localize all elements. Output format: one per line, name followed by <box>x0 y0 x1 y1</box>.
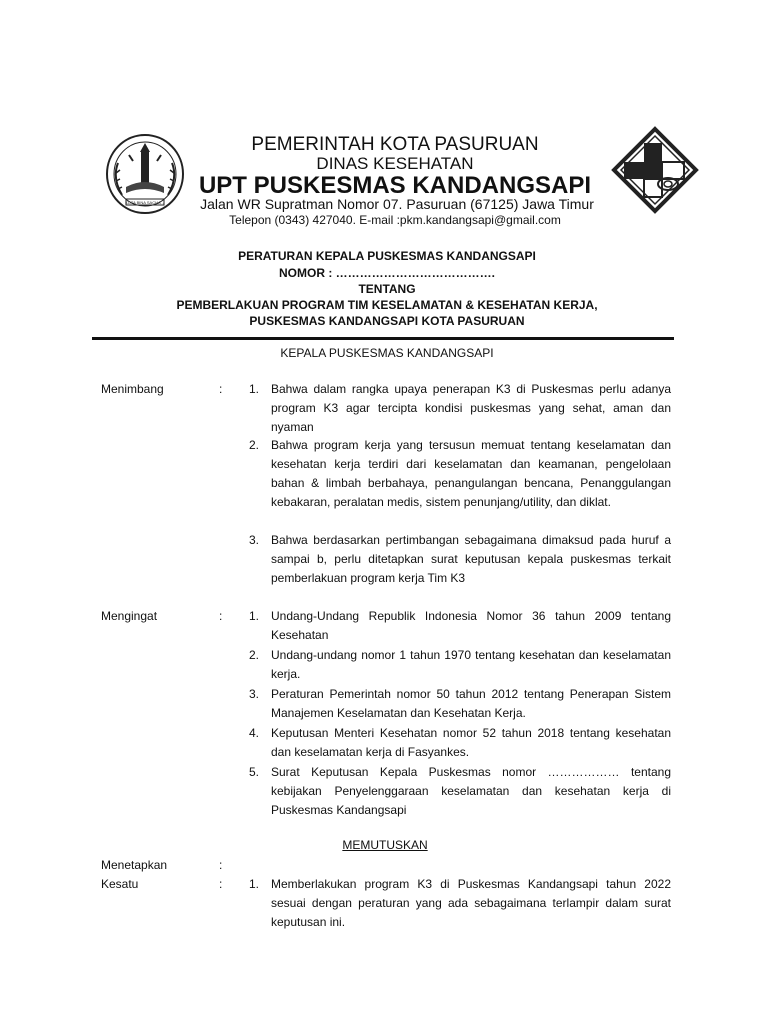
menimbang-item-text: Bahwa program kerja yang tersusun memuat tentang keselamatan dan kesehatan kerja terdiri dari keselamatan dan keamanan, pengelolaan bahan & limbah berbahaya, penangulangan bencana, Penanggulangan kebakaran, peralatan medis, sistem penunjang/utility, dan diklat. <box>271 438 671 509</box>
mengingat-item-number: 2. <box>249 648 260 662</box>
mengingat-item-number: 4. <box>249 726 260 740</box>
menimbang-item-number: 2. <box>249 438 260 452</box>
decree-number: NOMOR : …………………………………. <box>279 266 495 280</box>
decree-subject-line1: PEMBERLAKUAN PROGRAM TIM KESELAMATAN & KESEHATAN KERJA, <box>176 298 598 312</box>
letterhead-department: DINAS KESEHATAN <box>316 154 474 173</box>
letterhead-address: Jalan WR Supratman Nomor 07. Pasuruan (67125) Jawa Timur <box>200 196 594 212</box>
mengingat-item-text: Surat Keputusan Kepala Puskesmas nomor ……………… tentang kebijakan Penyelenggaraan keselamatan dan kesehatan kerja di Puskesmas Kandangsapi <box>271 765 671 817</box>
emblem-ribbon-text: KOTA BINA SACHA ... <box>125 200 165 205</box>
mengingat-colon: : <box>219 609 223 623</box>
decree-about: TENTANG <box>358 282 416 296</box>
mengingat-item-number: 3. <box>249 687 260 701</box>
heading-divider <box>92 337 674 340</box>
kesatu-label: Kesatu <box>101 877 139 891</box>
mengingat-label: Mengingat <box>101 609 158 623</box>
mengingat-item-text: Keputusan Menteri Kesehatan nomor 52 tahun 2018 tentang kesehatan dan keselamatan kerja di Fasyankes. <box>271 726 671 759</box>
memutuskan-heading: MEMUTUSKAN <box>342 838 428 852</box>
decree-title: PERATURAN KEPALA PUSKESMAS KANDANGSAPI <box>238 249 536 263</box>
puskesmas-logo-icon <box>611 126 699 214</box>
menimbang-item-text: Bahwa berdasarkan pertimbangan sebagaimana dimaksud pada huruf a sampai b, perlu ditetapkan surat keputusan kepala puskesmas terkait pemberlakuan program kerja Tim K3 <box>271 533 671 585</box>
menimbang-label: Menimbang <box>101 382 164 396</box>
kesatu-colon: : <box>219 877 223 891</box>
menimbang-item-number: 3. <box>249 533 260 547</box>
menimbang-item-text: Bahwa dalam rangka upaya penerapan K3 di Puskesmas perlu adanya program K3 agar tercipta kondisi puskesmas yang sehat, aman dan nyaman <box>271 382 671 434</box>
mengingat-item-number: 5. <box>249 765 260 779</box>
mengingat-item-text: Peraturan Pemerintah nomor 50 tahun 2012 tentang Penerapan Sistem Manajemen Keselamatan dan Kesehatan Kerja. <box>271 687 671 720</box>
issuer-title: KEPALA PUSKESMAS KANDANGSAPI <box>280 346 494 360</box>
kota-pasuruan-emblem-icon <box>104 133 186 215</box>
menimbang-item-number: 1. <box>249 382 260 396</box>
menetapkan-colon: : <box>219 858 223 872</box>
kesatu-item-number: 1. <box>249 877 260 891</box>
letterhead-contact: Telepon (0343) 427040. E-mail :pkm.kandangsapi@gmail.com <box>229 213 561 227</box>
letterhead-institution: UPT PUSKESMAS KANDANGSAPI <box>198 172 592 199</box>
letterhead-government: PEMERINTAH KOTA PASURUAN <box>251 134 539 155</box>
mengingat-item-number: 1. <box>249 609 260 623</box>
mengingat-item-text: Undang-Undang Republik Indonesia Nomor 36 tahun 2009 tentang Kesehatan <box>271 609 671 642</box>
menetapkan-label: Menetapkan <box>101 858 168 872</box>
menimbang-colon: : <box>219 382 223 396</box>
kesatu-item-text: Memberlakukan program K3 di Puskesmas Kandangsapi tahun 2022 sesuai dengan peraturan yang ada sebagaimana terlampir dalam surat keputusan ini. <box>271 877 671 929</box>
mengingat-item-text: Undang-undang nomor 1 tahun 1970 tentang kesehatan dan keselamatan kerja. <box>271 648 671 681</box>
decree-subject-line2: PUSKESMAS KANDANGSAPI KOTA PASURUAN <box>249 314 525 328</box>
